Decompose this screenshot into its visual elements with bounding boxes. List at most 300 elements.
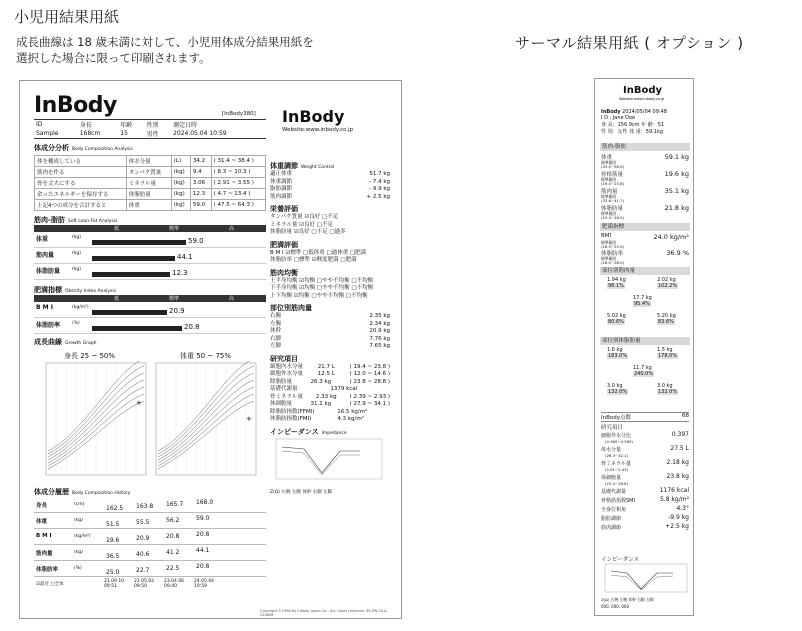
kv-cell: 適正体重 <box>270 171 293 177</box>
thermal-sheet-title: サーマル結果用紙 ( オプション ) <box>515 34 744 52</box>
slip-seg-kg: 2.02 kg <box>657 277 676 283</box>
composition-cell: 筋肉を作る <box>35 167 127 178</box>
slip-research-value: 0.397 <box>671 431 689 438</box>
composition-cell: (kg) <box>171 200 190 211</box>
bar-range-header <box>34 225 266 232</box>
composition-table <box>34 155 266 211</box>
inbody-logo-right: InBody <box>282 107 345 126</box>
height-value: 168cm <box>79 130 101 137</box>
bar-label: 体重 <box>36 236 49 243</box>
slip-research-item <box>601 487 689 496</box>
growth-title: 成長曲線 <box>34 338 62 346</box>
kv-cell: 右脚 <box>270 335 282 342</box>
kv-cell: 体重調節 <box>270 178 293 185</box>
obesity-subtitle: Obesity Index Analysis <box>65 289 116 294</box>
slip-item <box>601 170 689 187</box>
composition-cell: 体脂肪量 <box>126 189 171 200</box>
kv-cell: 脂肪調節 <box>270 186 293 192</box>
slip-research-value: +2.5 kg <box>665 523 689 530</box>
slip-research-item <box>601 459 689 473</box>
slip-research-value: -9.9 kg <box>668 514 689 521</box>
slip-seg-pct: 132.0% <box>608 389 628 395</box>
kv-cell: 1379 kcal <box>330 386 358 392</box>
slip-seg-kg: 5.20 kg <box>657 313 676 319</box>
slip-seg-kg: 1.94 kg <box>607 277 626 283</box>
bar-value: 12.3 <box>172 269 188 277</box>
muscle-fat-title: 筋肉-脂肪 <box>34 216 65 224</box>
kv-row <box>270 257 390 265</box>
slip-item-value: 19.6 kg <box>664 170 689 178</box>
muscle-fat-chart <box>34 225 266 280</box>
kv-row <box>270 313 390 321</box>
kv-row <box>270 171 390 179</box>
kv-row <box>270 194 390 202</box>
slip-item-range-label: 標準範囲 <box>601 211 617 216</box>
slip-research-item <box>601 496 689 505</box>
history-value: 19.6 <box>106 537 120 544</box>
slip-research-title: 研究項目 <box>601 425 624 431</box>
bar-fill <box>92 310 167 315</box>
bar-unit: (kg) <box>72 267 81 272</box>
slip-item-label: 筋肉量 <box>601 189 618 195</box>
slip-seg-fat-title: 部位別体脂肪量 <box>600 337 690 345</box>
kv-cell: 7.76 kg <box>369 335 390 342</box>
slip-model: InBody <box>601 109 621 115</box>
slip-item-range: (10.3~16.5) <box>601 215 625 220</box>
slip-research-value: 27.5 L <box>670 445 689 452</box>
slip-sex-line: 性 別：女性 体 重：59.1kg <box>601 129 663 135</box>
history-value: 163.8 <box>136 503 154 510</box>
muscle-fat-heading <box>34 215 117 225</box>
id-table <box>34 119 266 139</box>
history-label: B M I <box>36 533 52 539</box>
bar-value: 20.8 <box>184 323 200 331</box>
kv-cell: 上下均衡 ☑均衡 □やや不均衡 □不均衡 <box>270 292 368 299</box>
bar-row <box>34 264 266 280</box>
history-row <box>34 561 266 577</box>
kv-cell: ミネラル量 ☑良好 □不足 <box>270 221 333 228</box>
history-value: 20.8 <box>166 533 180 540</box>
composition-cell: ミネラル量 <box>126 178 171 189</box>
composition-row <box>35 167 266 178</box>
kv-cell: 除脂肪指数(FFMI) <box>270 408 315 415</box>
bar-row <box>34 232 266 248</box>
slip-research-label: 脂肪調節 <box>601 516 622 522</box>
kv-cell: 2.35 kg <box>369 313 390 319</box>
bar-unit: (kg/m²) <box>72 305 89 310</box>
composition-cell: 9.4 <box>190 167 211 178</box>
kv-cell: ( 2.39 ~ 2.93 ) <box>349 393 390 400</box>
slip-research-rows <box>601 431 689 532</box>
history-title: 体成分履歴 <box>34 488 69 496</box>
slip-item-range-label: 標準範囲 <box>601 160 617 165</box>
slip-research-item <box>601 505 689 514</box>
kv-cell: 下半身均衡 ☑均衡 □やや不均衡 □不均衡 <box>270 285 374 291</box>
slip-seg-pct: 98.1% <box>608 283 624 289</box>
slip-item <box>601 233 689 249</box>
composition-cell: (kg) <box>171 189 190 200</box>
kv-row <box>270 186 390 194</box>
slip-research-value: 23.8 kg <box>666 473 689 480</box>
slip-item-value: 24.0 kg/m² <box>653 233 689 241</box>
kv-cell: 上半身均衡 ☑均衡 □やや不均衡 □不均衡 <box>270 277 374 284</box>
obesity-eval-title: 肥満評価 <box>270 240 298 249</box>
kv-row <box>270 336 390 344</box>
growth-height-label: 身長 25 ~ 50% <box>64 352 116 360</box>
composition-cell: (kg) <box>171 178 190 189</box>
inbody-logo: InBody <box>34 93 117 118</box>
history-value: 22.7 <box>136 567 150 574</box>
slip-research-label: 体細胞量 <box>601 475 622 481</box>
history-value: 20.8 <box>196 531 210 538</box>
kv-cell: 細胞内水分量 <box>270 363 304 370</box>
weight-marker: + <box>246 415 252 423</box>
history-date-4: 24.05.04 10:59 <box>194 579 215 589</box>
segment-title: 部位別筋肉量 <box>270 304 312 312</box>
slip-item-label: 骨格筋量 <box>601 172 624 178</box>
slip-item-range-label: 標準範囲 <box>601 256 617 261</box>
kv-cell: 骨ミネラル量 <box>270 393 303 400</box>
obesity-chart <box>34 295 266 334</box>
kv-row <box>270 328 390 336</box>
kv-cell: 21.7 L <box>317 363 335 370</box>
slip-seg-kg: 1.5 kg <box>657 347 673 353</box>
history-value: 51.5 <box>106 521 120 528</box>
kv-cell: 2.33 kg <box>315 393 337 400</box>
kv-row <box>270 401 390 409</box>
slip-seg-kg: 3.0 kg <box>607 383 623 389</box>
kv-row <box>270 343 390 351</box>
history-subtitle: Body Composition History <box>72 491 131 496</box>
composition-row <box>35 178 266 189</box>
history-label: 体脂肪率 <box>36 567 59 573</box>
history-value: 22.5 <box>166 565 180 572</box>
composition-row <box>35 200 266 211</box>
slip-obesity-rows <box>601 233 689 265</box>
history-value: 162.5 <box>106 505 124 512</box>
kv-cell: 2.34 kg <box>369 320 390 327</box>
history-value: 20.8 <box>196 563 210 570</box>
height-marker: + <box>136 399 142 407</box>
kv-cell: 左腕 <box>270 320 282 327</box>
slip-id-line: I D : Jane Doe <box>601 115 636 121</box>
kv-row <box>270 364 390 372</box>
kv-row <box>270 379 390 387</box>
history-chart <box>34 497 266 591</box>
slip-research-label: 基礎代謝量 <box>601 489 627 495</box>
kv-row <box>270 179 390 187</box>
page-description <box>16 34 314 66</box>
composition-cell: 3.06 <box>190 178 211 189</box>
bar-unit: (kg) <box>72 235 81 240</box>
datetime-value: 2024.05.04 10:59 <box>173 130 227 137</box>
slip-item-range-label: 標準範囲 <box>601 194 617 199</box>
weight-control-heading <box>270 161 390 171</box>
bar-label: 体脂肪量 <box>36 268 61 275</box>
history-value: 168.0 <box>196 499 214 506</box>
kv-cell: 細胞外水分量 <box>270 371 304 377</box>
slip-seg-pct: 95.4% <box>634 301 650 307</box>
slip-research-label: 筋肉調節 <box>601 525 622 531</box>
slip-seg-kg: 1.6 kg <box>607 347 623 353</box>
history-row <box>34 545 266 561</box>
kv-row <box>270 214 390 222</box>
slip-research-label: 細胞外水分比 <box>601 433 632 439</box>
slip-research-item <box>601 473 689 487</box>
range-normal: 標準 <box>169 226 180 232</box>
composition-cell: 骨を丈夫にする <box>35 178 127 189</box>
page-title: 小児用結果用紙 <box>14 8 120 26</box>
kv-cell: 7.65 kg <box>369 343 390 349</box>
kv-cell: 基礎代謝量 <box>270 386 298 392</box>
kv-row <box>270 285 390 293</box>
slip-research-label: 骨格筋指数SMI <box>601 498 635 504</box>
result-sheet <box>19 80 402 619</box>
slip-item-value: 35.1 kg <box>664 187 689 195</box>
slip-research-item <box>601 514 689 523</box>
impedance-title: インピーダンス <box>270 427 319 436</box>
slip-item-value: 21.8 kg <box>664 204 689 212</box>
slip-seg-fat <box>601 347 689 405</box>
slip-item <box>601 249 689 265</box>
kv-cell: 体脂肪指数(FMI) <box>270 416 312 422</box>
obesity-title: 肥満指標 <box>34 286 62 294</box>
composition-row <box>35 156 266 167</box>
history-value: 40.6 <box>136 551 150 558</box>
kv-cell: - 9.9 kg <box>369 186 390 192</box>
bar-fill <box>92 240 186 245</box>
slip-seg-kg: 5.02 kg <box>607 313 626 319</box>
slip-research-range: (2.01~2.43) <box>605 467 629 472</box>
slip-hw-line: 身 長：156.9cm 年 齢：51 <box>601 122 665 128</box>
history-value: 25.0 <box>106 569 120 576</box>
bar-row <box>34 248 266 264</box>
kv-cell: 体細胞量 <box>270 401 293 407</box>
history-date-2: 22.05.02 09:50 <box>134 579 155 589</box>
slip-item-label: 体脂肪量 <box>601 206 624 212</box>
kv-cell: 体脂肪量 ☑良好 □不足 □過多 <box>270 229 346 235</box>
bar-label: 体脂肪率 <box>36 322 61 329</box>
slip-seg-pct: 102.2% <box>658 283 678 289</box>
history-value: 41.2 <box>166 549 180 556</box>
slip-research-label: 全身位相角 <box>601 507 627 513</box>
kv-row <box>270 293 390 301</box>
growth-subtitle: Growth Graph <box>65 341 97 346</box>
slip-muscle-fat-title: 筋肉-脂肪 <box>600 143 690 151</box>
kv-cell: 16.5 kg/m² <box>337 408 368 415</box>
datetime-header: 測定日時 <box>173 122 198 129</box>
slip-seg-kg: 17.7 kg <box>633 295 652 301</box>
height-header: 身長 <box>79 122 92 129</box>
website-label: Website:www.inbody.co.jp <box>282 127 354 133</box>
history-unit: (cm) <box>74 502 85 507</box>
kv-row <box>270 278 390 286</box>
kv-row <box>270 394 390 402</box>
bar-value: 44.1 <box>177 253 193 261</box>
composition-cell: 12.3 <box>190 189 211 200</box>
composition-subtitle: Body Composition Analysis <box>72 147 133 152</box>
composition-cell: 体を構成している <box>35 156 127 167</box>
growth-curves <box>34 361 266 485</box>
slip-seg-pct: 80.6% <box>608 319 624 325</box>
slip-seg-kg: 3.0 kg <box>657 383 673 389</box>
slip-research-label: 骨ミネラル量 <box>601 461 631 467</box>
obesity-range-header <box>34 295 266 302</box>
kv-cell: ( 23.8 ~ 28.8 ) <box>349 378 390 385</box>
bar-row <box>34 318 266 334</box>
slip-research-value: 2.18 kg <box>666 459 689 466</box>
slip-research-item <box>601 445 689 459</box>
composition-cell: 余ったエネルギーを保存する <box>35 189 127 200</box>
kv-cell: ( 27.9 ~ 34.1 ) <box>349 401 390 407</box>
slip-muscle-fat-rows <box>601 153 689 221</box>
slip-impedance-footer: Z(Ω) 右腕 左腕 体幹 右脚 左脚 <box>601 597 654 602</box>
composition-cell: ( 4.7 ~ 13.4 ) <box>211 189 265 200</box>
kv-cell: - 7.4 kg <box>369 178 390 185</box>
id-value: Sample <box>36 130 59 137</box>
slip-datetime: 2024/05/04 09:48 <box>622 109 667 115</box>
history-value: 59.0 <box>196 515 210 522</box>
age-header: 年齢 <box>120 122 133 129</box>
slip-item-range-label: 標準範囲 <box>601 177 617 182</box>
bar-unit: (%) <box>72 321 80 326</box>
kv-cell: 4.3 kg/m² <box>337 416 364 422</box>
composition-heading <box>34 143 133 153</box>
slip-seg-kg: 11.7 kg <box>633 365 652 371</box>
slip-id-block <box>601 109 689 135</box>
age-value: 15 <box>120 130 128 137</box>
nutrition-title: 栄養評価 <box>270 205 298 213</box>
model-label: [InBody380] <box>222 111 256 117</box>
slip-item <box>601 153 689 170</box>
obesity-range-high: 高 <box>229 296 235 302</box>
obesity-range-normal: 標準 <box>169 296 180 302</box>
bar-fill <box>92 272 170 277</box>
growth-heading <box>34 337 97 347</box>
growth-weight-label: 体重 50 ~ 75% <box>180 352 232 360</box>
slip-seg-pct: 240.0% <box>634 371 654 377</box>
composition-cell: ( 8.3 ~ 10.3 ) <box>211 167 265 178</box>
composition-cell: ( 31.4 ~ 38.4 ) <box>211 156 265 167</box>
slip-research-range: (0.360~0.390) <box>605 439 633 444</box>
history-date-1: 21.09.10 09:51 <box>104 579 125 589</box>
weight-control-title: 体重調節 <box>270 162 298 170</box>
composition-cell: ( 2.91 ~ 3.55 ) <box>211 178 265 189</box>
slip-item-label: BMI <box>601 233 612 239</box>
slip-item-value: 36.9 % <box>666 249 689 257</box>
history-label: 体重 <box>36 519 48 525</box>
kv-row <box>270 386 390 394</box>
range-low: 低 <box>114 226 120 232</box>
kv-cell: 体脂肪率 □標準 ☑軽度肥満 □肥満 <box>270 257 357 263</box>
kv-cell: 12.5 L <box>317 371 335 377</box>
slip-seg-pct: 83.6% <box>658 319 674 325</box>
slip-research-range: (26.3~32.1) <box>605 453 629 458</box>
slip-logo: InBody <box>623 85 663 96</box>
history-value: 55.5 <box>136 519 150 526</box>
kv-cell: ( 12.0 ~ 14.6 ) <box>349 371 390 377</box>
history-label: 筋肉量 <box>36 551 53 557</box>
slip-item-range: (18.5~25.0) <box>601 244 625 249</box>
kv-cell: タンパク質量 ☑良好 □不足 <box>270 214 339 220</box>
kv-cell: 51.7 kg <box>369 171 390 177</box>
impedance-graph <box>270 437 388 487</box>
impedance-heading <box>270 427 390 437</box>
history-footer <box>34 577 266 591</box>
composition-cell: 体重 <box>126 200 171 211</box>
kv-cell: 右腕 <box>270 313 282 319</box>
slip-website: Website:www.inbody.co.jp <box>619 97 665 101</box>
composition-cell: 上記4つの成分を合計すると <box>35 200 127 211</box>
slip-research-item <box>601 431 689 445</box>
kv-cell: B M I ☑標準 □低体重 □過体重 □肥満 <box>270 249 367 256</box>
slip-score-label: InBody点数 <box>601 415 631 421</box>
research-title: 研究項目 <box>270 354 298 363</box>
slip-item-range: (33.8~41.7) <box>601 198 625 203</box>
history-value: 44.1 <box>196 547 210 554</box>
kv-row <box>270 371 390 379</box>
history-unit: (kg) <box>74 550 83 555</box>
slip-item-label: 体重 <box>601 155 613 161</box>
kv-row <box>270 222 390 230</box>
weight-control-subtitle: Weight Control <box>301 165 335 170</box>
bar-fill <box>92 256 175 261</box>
slip-item <box>601 187 689 204</box>
kv-row <box>270 250 390 258</box>
sex-value: 男性 <box>146 131 159 138</box>
history-unit: (%) <box>74 566 82 571</box>
composition-cell: 59.0 <box>190 200 211 211</box>
slip-item-range: (18.0~28.0) <box>601 260 625 265</box>
slip-research-item <box>601 523 689 532</box>
range-high: 高 <box>229 226 235 232</box>
history-value: 20.9 <box>136 535 150 542</box>
slip-seg-muscle <box>601 277 689 335</box>
kv-row <box>270 229 390 237</box>
slip-item <box>601 204 689 221</box>
bar-unit: (kg) <box>72 251 81 256</box>
slip-research-value: 4.3° <box>676 505 689 512</box>
composition-cell: 体水分量 <box>126 156 171 167</box>
history-unit: (kg/m²) <box>74 534 91 539</box>
slip-seg-pct: 132.0% <box>658 389 678 395</box>
slip-item-value: 59.1 kg <box>664 153 689 161</box>
bar-label: 筋肉量 <box>36 252 55 259</box>
kv-row <box>270 409 390 417</box>
slip-research-value: 5.8 kg/m² <box>659 496 689 503</box>
history-heading <box>34 487 130 497</box>
history-row <box>34 497 266 513</box>
balance-title: 筋肉均衡 <box>270 268 298 277</box>
bar-value: 20.9 <box>169 307 185 315</box>
composition-cell: 34.2 <box>190 156 211 167</box>
slip-impedance-codes: 000, 000, 000 <box>601 604 629 609</box>
slip-research-range: (23.4~28.6) <box>605 481 629 486</box>
impedance-footer: Z(Ω) 右腕 左腕 体幹 右脚 左脚 <box>270 489 333 495</box>
slip-score-value: 68 <box>682 413 689 419</box>
history-row <box>34 513 266 529</box>
slip-seg-pct: 183.0% <box>608 353 628 359</box>
composition-row <box>35 189 266 200</box>
slip-item-label: 体脂肪率 <box>601 251 624 257</box>
slip-score <box>601 412 689 422</box>
kv-cell: ( 19.4 ~ 23.8 ) <box>349 363 390 370</box>
composition-cell: ( 47.5 ~ 64.3 ) <box>211 200 265 211</box>
history-unit: (kg) <box>74 518 83 523</box>
slip-research-label: 体水分量 <box>601 447 622 453</box>
history-value: 56.2 <box>166 517 180 524</box>
history-legend: ☑最近 □全体 <box>36 582 64 587</box>
